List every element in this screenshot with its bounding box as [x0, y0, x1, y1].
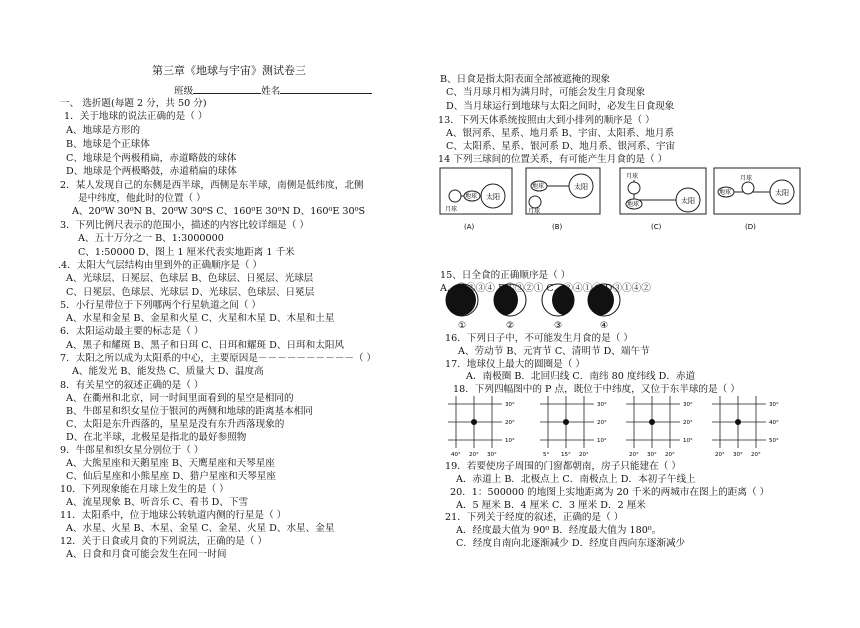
question-text-line: A．经度最大值为 90⁰ B．经度最大值为 180⁰。: [456, 525, 662, 536]
longitude-label: 20°: [751, 452, 761, 458]
question-text-line: 12．关于日食或月食的下列说法，正确的是（ ）: [60, 536, 268, 547]
question-text-line: C、太阳是东升西落的，星星是没有东升西落现象的: [66, 419, 285, 430]
question-text-line: B、地球是个正球体: [66, 139, 150, 150]
latitude-label: 10°: [505, 438, 515, 444]
latitude-label: 20°: [597, 420, 607, 426]
question-text-line: A．南极圈 B．北回归线 C．南纬 80 度纬线 D．赤道: [466, 371, 696, 382]
question-text-line: 2．某人发现自己的东侧是西半球，西侧是东半球，南侧是低纬度，北侧: [60, 180, 364, 191]
diagram-a-sun: 太阳: [486, 193, 500, 201]
grid-2: [540, 396, 607, 458]
latitude-label: 20°: [683, 420, 693, 426]
longitude-label: 20°: [665, 452, 675, 458]
question-text-line: 13．下列天体系统按照由大到小排列的顺序是（ ）: [438, 115, 655, 126]
diagram-c-earth: 地球: [627, 201, 640, 208]
diagram-a-moon: 月球: [445, 206, 458, 213]
latitude-label: 30°: [769, 402, 779, 408]
question-text-line: A．赤道上 B．北极点上 C．南极点上 D．本初子午线上: [456, 474, 696, 485]
question-text-line: A、地球是方形的: [66, 125, 141, 136]
question-text-line: C、1:50000 D、图上 1 厘米代表实地距离 1 千米: [78, 247, 295, 258]
grid-1: [448, 396, 515, 458]
question-text-line: A、劳动节 B、元宵节 C、清明节 D、端午节: [458, 346, 650, 357]
question-text-line: A、银河系、星系、地月系 B、宇宙、太阳系、地月系: [446, 128, 675, 139]
diagram-d: [714, 168, 800, 231]
longitude-label: 20°: [629, 452, 639, 458]
diagram-b-sun: 太阳: [574, 183, 588, 191]
class-blank[interactable]: [193, 84, 261, 94]
question-text-line: 11．太阳系中，位于地球公转轨道内侧的行星是（ ）: [60, 510, 287, 521]
question-text-line: 9．牛郎星和织女星分别位于（ ）: [60, 445, 204, 456]
question-text-line: A、20⁰W 30⁰N B、20⁰W 30⁰S C、160⁰E 30⁰N D、160⁰E 30⁰S: [72, 206, 366, 217]
question-text-line: A、在衢州和北京，同一时间里面看到的星空是相同的: [66, 393, 294, 404]
latitude-label: 50°: [769, 438, 779, 444]
question-text-line: 21．下列关于经度的叙述，正确的是（ ）: [445, 512, 624, 523]
diagram-d-sun: 太阳: [775, 189, 789, 197]
phase-label-4: ④: [600, 321, 609, 331]
question-text-line: A、黑子和耀斑 B、黑子和日珥 C、日珥和耀斑 D、日珥和太阳风: [66, 340, 345, 351]
latitude-label: 20°: [505, 420, 515, 426]
phase-label-3: ③: [554, 321, 563, 331]
point-p: [471, 419, 477, 425]
point-p: [735, 419, 741, 425]
figure-14-diagrams: [438, 166, 858, 238]
latitude-label: 30°: [683, 402, 693, 408]
diagram-b-moon: 月球: [528, 208, 541, 215]
diagram-d-moon: 月球: [740, 175, 753, 182]
name-label: 姓名: [261, 86, 281, 97]
question-text-line: 3．下列比例尺表示的范围小，描述的内容比较详细是（ ）: [60, 220, 309, 231]
question-text-line: 7．太阳之所以成为太阳系的中心，主要原因是－－－－－－－－－－（ ）: [60, 353, 377, 364]
question-text-line: C．经度自南向北逐渐减少 D．经度自西向东逐渐减少: [456, 538, 686, 549]
diagram-a-earth: 地球: [465, 193, 478, 200]
longitude-label: 20°: [579, 452, 589, 458]
question-text-line: 15、日全食的正确顺序是（ ）: [440, 270, 571, 281]
question-text-line: 14 下列三球间的位置关系，有可能产生月食的是（ ）: [438, 154, 668, 165]
question-text-line: 8．有关星空的叙述正确的是（ ）: [60, 380, 204, 391]
diagram-d-earth: 地球: [719, 189, 732, 196]
question-text-line: 18．下列四幅图中的 P 点，既位于中纬度，又位于东半球的是（ ）: [453, 384, 740, 395]
student-info-line: [174, 84, 372, 98]
name-blank[interactable]: [280, 84, 372, 94]
question-text-line: C、当月球月相为满月时，可能会发生月食现象: [446, 87, 646, 98]
longitude-label: 5°: [543, 452, 550, 458]
point-p: [563, 419, 569, 425]
question-text-line: 19．若要使房子周围的门窗都朝南，房子只能建在（ ）: [445, 461, 681, 472]
question-text-line: 一、 选折题(每题 2 分，共 50 分): [60, 98, 207, 109]
question-text-line: B、牛郎星和织女星位于银河的两侧和地球的距离基本相同: [66, 406, 313, 417]
question-text-line: 5．小行星带位于下列哪两个行星轨道之间（ ）: [60, 300, 262, 311]
question-text-line: A、流星现象 B、听音乐 C、看书 D、下雪: [66, 497, 249, 508]
question-text-line: A、大熊星座和天鹅星座 B、天鹰星座和天琴星座: [66, 458, 275, 469]
longitude-label: 40°: [451, 452, 461, 458]
question-text-line: A、日食和月食可能会发生在同一时间: [66, 549, 227, 560]
question-text-line: A、五十万分之一 B、1:3000000: [78, 233, 224, 244]
longitude-label: 15°: [561, 452, 571, 458]
latitude-label: 10°: [597, 438, 607, 444]
latitude-label: 30°: [597, 402, 607, 408]
diagram-c-sun: 太阳: [681, 197, 695, 205]
diagram-a: [440, 168, 512, 231]
longitude-label: 20°: [715, 452, 725, 458]
phase-label-1: ①: [458, 321, 467, 331]
diagram-c: [620, 168, 706, 231]
page-title: 第三章《地球与宇宙》测试卷三: [152, 64, 306, 77]
longitude-label: 20°: [469, 452, 479, 458]
question-text-line: A、水星和金星 B、金星和火星 C、火星和木星 D、木星和土星: [66, 313, 335, 324]
question-text-line: A．①②③④ B④③②① C．②④①③ D③①④②: [440, 283, 651, 294]
diagram-c-moon: 月球: [626, 173, 639, 180]
diagram-b: [526, 168, 600, 231]
question-text-line: 20．1：500000 的地图上实地距离为 20 千米的两城市在图上的距离（ ）: [450, 487, 770, 498]
latitude-label: 10°: [683, 438, 693, 444]
latitude-label: 40°: [769, 420, 779, 426]
question-text-line: 10．下列现象能在月球上发生的是（ ）: [60, 484, 229, 495]
diagram-d-label: (D): [745, 223, 756, 231]
question-text-line: B、日食是指太阳表面全部被遮掩的现象: [440, 74, 611, 85]
figure-18-grids: [446, 394, 846, 460]
longitude-label: 30°: [487, 452, 497, 458]
diagram-b-label: (B): [552, 223, 563, 231]
question-text-line: D、地球是个两极略鼓，赤道稍扁的球体: [66, 166, 237, 177]
question-text-line: A、能发光 B、能发热 C、质量大 D、温度高: [72, 366, 264, 377]
question-text-line: 1．关于地球的说法正确的是（ ）: [64, 111, 208, 122]
longitude-label: 30°: [647, 452, 657, 458]
question-text-line: D、当月球运行到地球与太阳之间时，必发生日食现象: [446, 101, 675, 112]
diagram-b-earth: 地球: [532, 183, 545, 190]
question-text-line: A、水星、火星 B、木星、金星 C、金星、火星 D、水星、金星: [66, 523, 335, 534]
latitude-label: 30°: [505, 402, 515, 408]
question-text-line: 6．太阳运动最主要的标志是（ ）: [60, 326, 204, 337]
question-text-line: A．5 厘米 B．4 厘米 C．3 厘米 D．2 厘米: [456, 500, 646, 511]
question-text-line: C、仙后星座和小熊星座 D、猎户星座和天琴星座: [66, 471, 276, 482]
diagram-c-label: (C): [651, 223, 662, 231]
longitude-label: 30°: [733, 452, 743, 458]
class-label: 班级: [174, 86, 194, 97]
question-text-line: 是中纬度，他此时的位置（ ）: [78, 193, 206, 204]
question-text-line: C、日冕层、色球层、光球层 D、光球层、色球层、日冕层: [66, 287, 315, 298]
question-text-line: 17．地球仪上最大的圆圈是（ ）: [445, 359, 585, 370]
question-text-line: A、光球层、日冕层、色球层 B、色球层、日冕层、光球层: [66, 273, 314, 284]
question-text-line: 16．下列日子中，不可能发生月食的是（ ）: [445, 333, 633, 344]
diagram-a-label: (A): [464, 223, 475, 231]
question-text-line: C、太阳系、星系、银河系 D、地月系、银河系、宇宙: [446, 141, 676, 152]
phase-label-2: ②: [506, 321, 515, 331]
question-text-line: .4．太阳大气层结构由里到外的正确顺序是（ ）: [58, 260, 263, 271]
question-text-line: D、在北半球，北极星是指北的最好参照物: [66, 432, 247, 443]
grid-3: [626, 396, 693, 458]
point-p: [649, 419, 655, 425]
question-text-line: C、地球是个两极稍扁，赤道略鼓的球体: [66, 153, 237, 164]
grid-4: [712, 396, 779, 458]
